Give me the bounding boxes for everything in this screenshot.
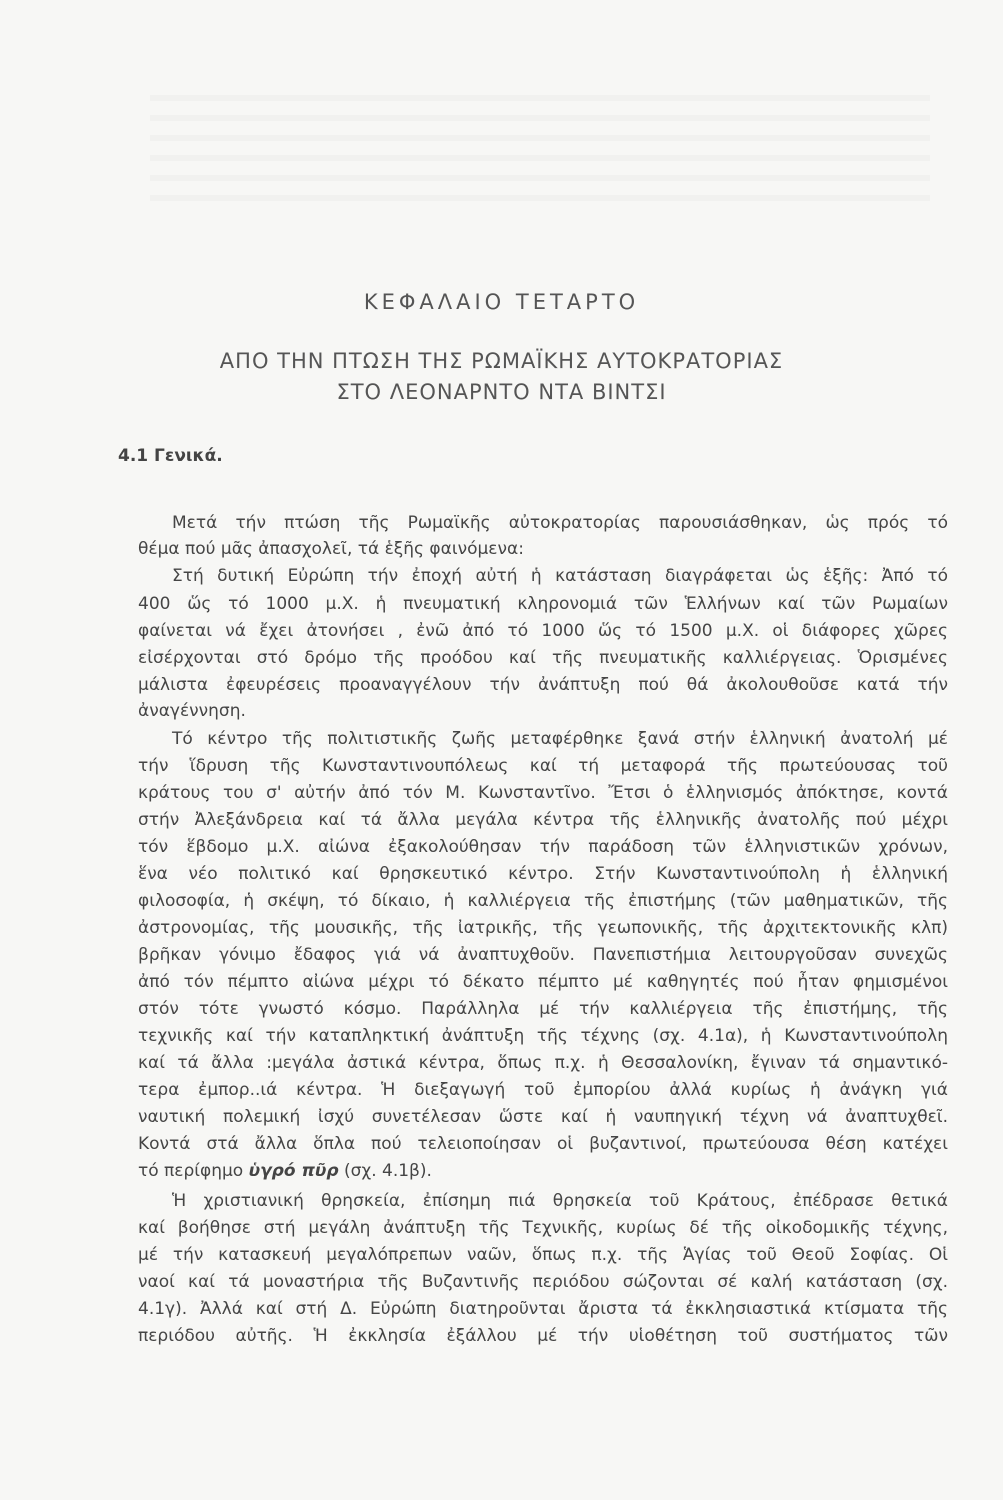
text-line: περιόδου αὐτῆς. Ἡ ἐκκλησία ἐξάλλου μέ τήν υἱοθέτηση τοῦ συστήματος τῶν (138, 1326, 948, 1346)
text-line: κράτους του σ' αὐτήν ἀπό τόν Μ. Κωνσταντῖνο. Ἔτσι ὁ ἑλληνισμός ἀπόκτησε, κοντά (138, 783, 948, 803)
text-line: ἀναγέννηση. (138, 701, 246, 721)
text-line: Κοντά στά ἄλλα ὅπλα πού τελειοποίησαν οἱ βυζαντινοί, πρωτεύουσα θέση κατέχει (138, 1134, 948, 1154)
text-line: μέ τήν κατασκευή μεγαλόπρεπων ναῶν, ὅπως π.χ. τῆς Ἁγίας τοῦ Θεοῦ Σοφίας. Οἱ (138, 1245, 948, 1265)
text-line: 400 ὥς τό 1000 μ.Χ. ἡ πνευματική κληρονομιά τῶν Ἑλλήνων καί τῶν Ρωμαίων (138, 594, 948, 614)
emphasis-line (138, 1161, 432, 1181)
chapter-title (0, 346, 1003, 408)
text-line: ἀστρονομίας, τῆς μουσικῆς, τῆς ἰατρικῆς, τῆς γεωπονικῆς, τῆς ἀρχιτεκτονικῆς κλπ) (138, 918, 948, 938)
text-line: φαίνεται νά ἔχει ἀτονήσει , ἐνῶ ἀπό τό 1000 ὥς τό 1500 μ.Χ. οἱ διάφορες χῶρες (138, 621, 948, 641)
show-through-text (150, 95, 930, 205)
text-run: (σχ. 4.1β). (338, 1161, 432, 1181)
chapter-title-line-1: ΑΠΟ ΤΗΝ ΠΤΩΣΗ ΤΗΣ ΡΩΜΑΪΚΗΣ ΑΥΤΟΚΡΑΤΟΡΙΑΣ (219, 349, 784, 373)
text-line: τήν ἵδρυση τῆς Κωνσταντινουπόλεως καί τή μεταφορά τῆς πρωτεύουσας τοῦ (138, 756, 948, 776)
text-line: μάλιστα ἐφευρέσεις προαναγγέλουν τήν ἀνάπτυξη πού θά ἀκολουθοῦσε κατά τήν (138, 675, 948, 695)
text-line: φιλοσοφία, ἡ σκέψη, τό δίκαιο, ἡ καλλιέργεια τῆς ἐπιστήμης (τῶν μαθηματικῶν, τῆς (138, 891, 948, 911)
text-line: ἕνα νέο πολιτικό καί θρησκευτικό κέντρο. Στήν Κωνσταντινούπολη ἡ ἑλληνική (138, 864, 948, 884)
text-line: θέμα πού μᾶς ἀπασχολεῖ, τά ἑξῆς φαινόμενα: (138, 539, 524, 559)
text-line: στήν Ἀλεξάνδρεια καί τά ἄλλα μεγάλα κέντρα τῆς ἑλληνικῆς ἀνατολῆς πού μέχρι (138, 810, 948, 830)
text-line: τερα ἐμπορ..ιά κέντρα. Ἡ διεξαγωγή τοῦ ἐμπορίου ἀλλά κυρίως ἡ ἀνάγκη γιά (138, 1080, 948, 1100)
chapter-title-line-2: ΣΤΟ ΛΕΟΝΑΡΝΤΟ ΝΤΑ ΒΙΝΤΣΙ (336, 380, 667, 404)
text-line: καί τά ἄλλα :μεγάλα ἀστικά κέντρα, ὅπως π.χ. ἡ Θεσσαλονίκη, ἔγιναν τά σημαντικό- (138, 1053, 948, 1073)
emphasized-term: ὑγρό πῦρ (248, 1161, 339, 1181)
text-line: εἰσέρχονται στό δρόμο τῆς προόδου καί τῆς πνευματικῆς καλλιέργειας. Ὁρισμένες (138, 648, 948, 668)
text-line: ἀπό τόν πέμπτο αἰώνα μέχρι τό δέκατο πέμπτο μέ καθηγητές πού ἦταν φημισμένοι (138, 972, 948, 992)
text-line: ναοί καί τά μοναστήρια τῆς Βυζαντινῆς περιόδου σώζονται σέ καλή κατάσταση (σχ. (138, 1272, 948, 1292)
text-line: 4.1γ). Ἀλλά καί στή Δ. Εὐρώπη διατηροῦνται ἄριστα τά ἐκκλησιαστικά κτίσματα τῆς (138, 1299, 948, 1319)
text-line: ναυτική πολεμική ἰσχύ συνετέλεσαν ὥστε καί ἡ ναυπηγική τέχνη νά ἀναπτυχθεῖ. (138, 1107, 948, 1127)
text-run: τό περίφημο (138, 1161, 249, 1181)
text-line: βρῆκαν γόνιμο ἔδαφος γιά νά ἀναπτυχθοῦν. Πανεπιστήμια λειτουργοῦσαν συνεχῶς (138, 945, 948, 965)
text-line: στόν τότε γνωστό κόσμο. Παράλληλα μέ τήν καλλιέργεια τῆς ἐπιστήμης, τῆς (138, 999, 948, 1019)
text-line: τόν ἕβδομο μ.Χ. αἰώνα ἐξακολούθησαν τήν παράδοση τῶν ἑλληνιστικῶν χρόνων, (138, 837, 948, 857)
text-line: τεχνικῆς καί τήν καταπληκτική ἀνάπτυξη τῆς τέχνης (σχ. 4.1α), ἡ Κωνσταντινούπολη (138, 1026, 948, 1046)
text-line: Στή δυτική Εὐρώπη τήν ἐποχή αὐτή ἡ κατάσταση διαγράφεται ὡς ἑξῆς: Ἀπό τό (172, 566, 948, 586)
text-line: Ἡ χριστιανική θρησκεία, ἐπίσημη πιά θρησκεία τοῦ Κράτους, ἐπέδρασε θετικά (172, 1191, 948, 1211)
text-line: Μετά τήν πτώση τῆς Ρωμαϊκῆς αὐτοκρατορίας παρουσιάσθηκαν, ὡς πρός τό (172, 513, 948, 533)
chapter-label: ΚΕΦΑΛΑΙΟ ΤΕΤΑΡΤΟ (363, 290, 640, 314)
section-heading: 4.1 Γενικά. (118, 446, 223, 466)
text-line: καί βοήθησε στή μεγάλη ἀνάπτυξη τῆς Τεχνικῆς, κυρίως δέ τῆς οἰκοδομικῆς τέχνης, (138, 1218, 948, 1238)
text-line: Τό κέντρο τῆς πολιτιστικῆς ζωῆς μεταφέρθηκε ξανά στήν ἑλληνική ἀνατολή μέ (172, 729, 948, 749)
